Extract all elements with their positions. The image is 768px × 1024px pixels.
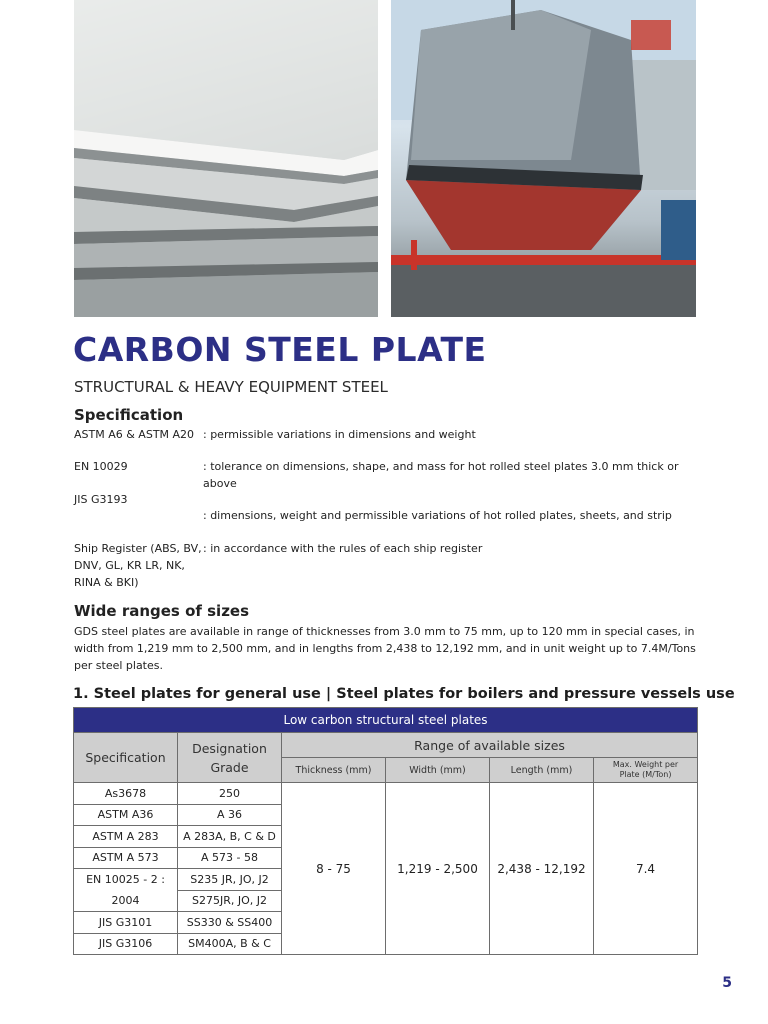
grade-cell: S275JR, JO, J2 <box>178 890 282 912</box>
length-cell: 2,438 - 12,192 <box>490 783 594 955</box>
width-cell: 1,219 - 2,500 <box>386 783 490 955</box>
spec-key: ASTM A6 & ASTM A20 <box>74 428 195 441</box>
steel-plates-photo <box>74 0 378 317</box>
col-thickness: Thickness (mm) <box>282 758 386 783</box>
spec-cell: ASTM A 283 <box>74 826 178 848</box>
spec-value: : dimensions, weight and permissible variations of hot rolled plates, sheets, and strip <box>203 509 672 522</box>
spec-value: : in accordance with the rules of each ship register <box>203 542 483 555</box>
specification-heading: Specification <box>74 406 184 424</box>
spec-cell: JIS G3101 <box>74 912 178 934</box>
col-range: Range of available sizes <box>282 733 698 758</box>
col-max-weight: Max. Weight per Plate (M/Ton) <box>594 758 698 783</box>
page-subtitle: STRUCTURAL & HEAVY EQUIPMENT STEEL <box>74 378 388 396</box>
spec-cell: 2004 <box>74 890 178 912</box>
grade-cell: SM400A, B & C <box>178 933 282 955</box>
spec-cell: JIS G3106 <box>74 933 178 955</box>
grade-cell: 250 <box>178 783 282 805</box>
col-grade: Designation Grade <box>178 733 282 783</box>
col-length: Length (mm) <box>490 758 594 783</box>
col-specification: Specification <box>74 733 178 783</box>
spec-cell: EN 10025 - 2 : <box>74 869 178 891</box>
sizes-heading: Wide ranges of sizes <box>74 602 250 620</box>
sizes-paragraph: GDS steel plates are available in range of thicknesses from 3.0 mm to 75 mm, up to 120 mm in special cases, in width from 1,219 mm to 2,500 mm, and in lengths from 2,438 to 12,192 mm, and in unit weight up to 7.4M/Tons per steel plates. <box>74 625 696 672</box>
thickness-cell: 8 - 75 <box>282 783 386 955</box>
page-title: CARBON STEEL PLATE <box>73 330 487 369</box>
section-heading: 1. Steel plates for general use | Steel plates for boilers and pressure vessels use <box>73 686 735 702</box>
ship-hull-photo <box>391 0 696 317</box>
spec-key: Ship Register (ABS, BV, DNV, GL, KR LR, NK, RINA & BKI) <box>74 542 202 589</box>
grade-cell: A 283A, B, C & D <box>178 826 282 848</box>
grade-cell: A 573 - 58 <box>178 847 282 869</box>
spec-key: JIS G3193 <box>74 493 128 506</box>
grade-cell: A 36 <box>178 804 282 826</box>
spec-cell: ASTM A 573 <box>74 847 178 869</box>
spec-value: : permissible variations in dimensions and weight <box>203 428 476 441</box>
spec-cell: ASTM A36 <box>74 804 178 826</box>
table-row <box>74 783 698 805</box>
grade-cell: S235 JR, JO, J2 <box>178 869 282 891</box>
steel-plates-table <box>73 707 698 955</box>
grade-cell: SS330 & SS400 <box>178 912 282 934</box>
page-number: 5 <box>722 975 732 991</box>
spec-key: EN 10029 <box>74 460 128 473</box>
spec-cell: As3678 <box>74 783 178 805</box>
spec-value: : tolerance on dimensions, shape, and mass for hot rolled steel plates 3.0 mm thick or above <box>203 460 679 490</box>
table-band-title: Low carbon structural steel plates <box>74 708 698 733</box>
weight-cell: 7.4 <box>594 783 698 955</box>
col-width: Width (mm) <box>386 758 490 783</box>
